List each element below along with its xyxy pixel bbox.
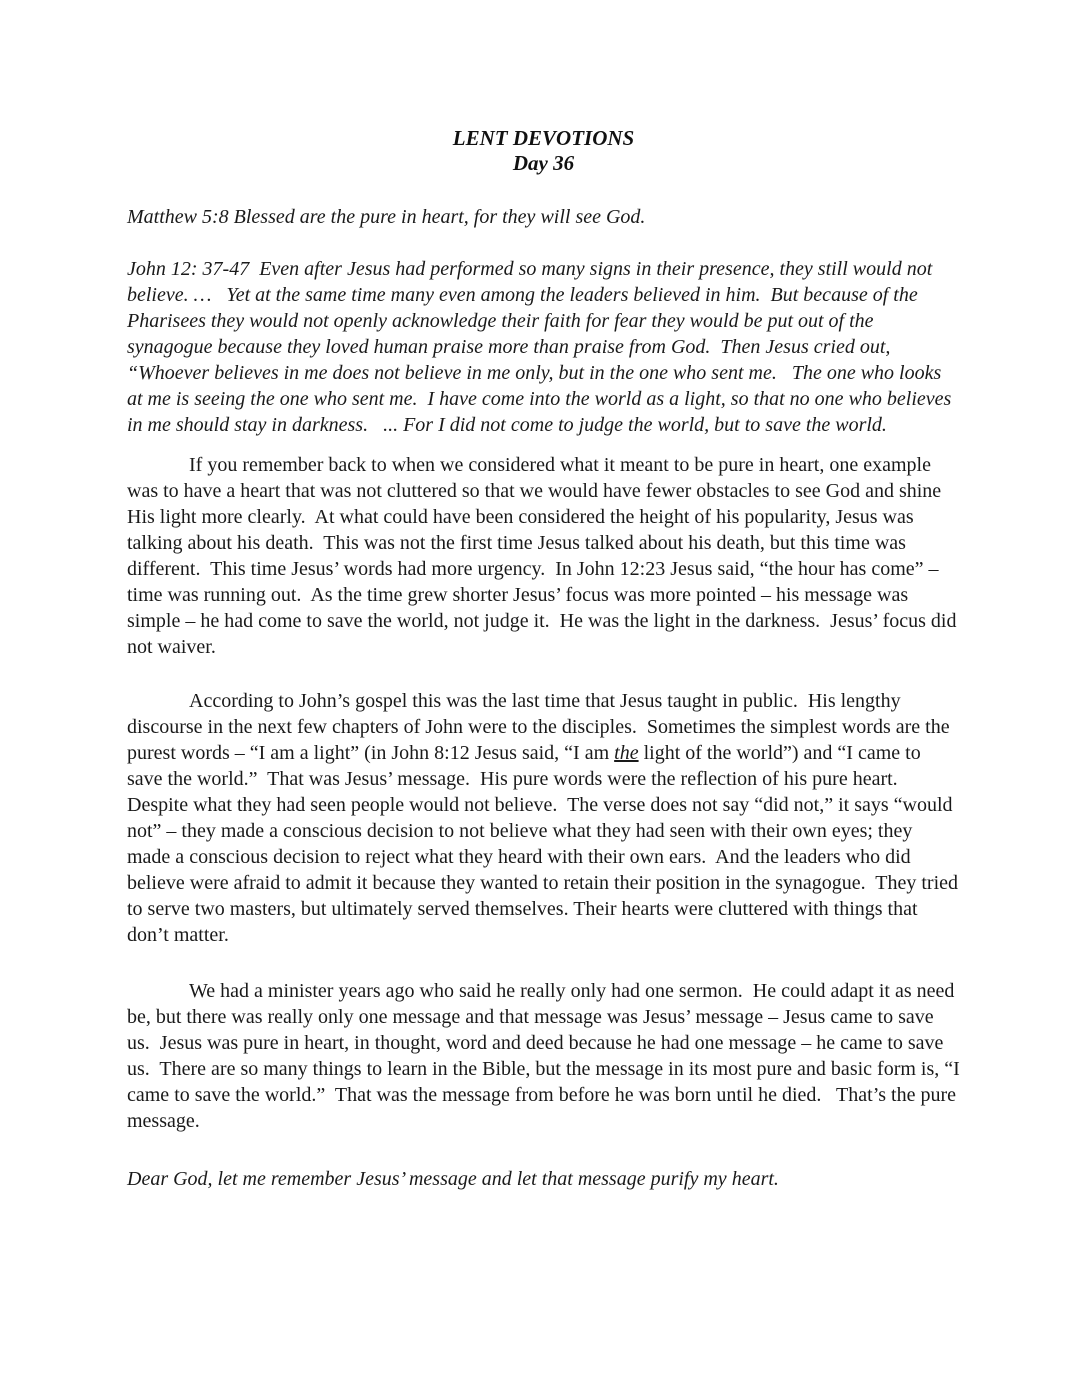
body-paragraph-2 bbox=[127, 688, 964, 948]
body-paragraph-1: If you remember back to when we considered what it meant to be pure in heart, one example was to have a heart that was not cluttered so that we would have fewer obstacles to see God and shine His light more clearly. At what could have been considered the height of his popularity, Jesus was talking about his death. This was not the first time Jesus talked about his death, but this time was different. This time Jesus’ words had more urgency. In John 12:23 Jesus said, “the hour has come” – time was running out. As the time grew shorter Jesus’ focus was more pointed – his message was simple – he had come to save the world, not judge it. He was the light in the darkness. Jesus’ focus did not waiver. bbox=[127, 454, 962, 658]
document-header bbox=[127, 126, 960, 176]
paragraph-2-text-after-underline: light of the world”) and “I came to save the world.” That was Jesus’ message. His pure words were the reflection of his pure heart. Despite what they had seen people would not believe. The verse does not say “did not,” it says “would not” – they made a conscious decision to not believe what they had seen with their own eyes; they made a conscious decision to reject what they heard with their own ears. And the leaders who did believe were afraid to admit it because they wanted to retain their position in the synagogue. They tried to serve two masters, but ultimately served themselves. Their hearts were cluttered with things that don’t matter. bbox=[127, 742, 964, 946]
scripture-verse-matthew: Matthew 5:8 Blessed are the pure in heart, for they will see God. bbox=[127, 206, 646, 228]
body-paragraph-3: We had a minister years ago who said he really only had one sermon. He could adapt it as need be, but there was really only one message and that message was Jesus’ message – Jesus came to save us. Jesus was pure in heart, in thought, word and deed because he had one message – he came to save us. There are so many things to learn in the Bible, but the message in its most pure and basic form is, “I came to save the world.” That was the message from before he was born until he died. That’s the pure message. bbox=[127, 980, 965, 1132]
document-title: LENT DEVOTIONS bbox=[452, 126, 635, 150]
paragraph-2-text-before-underline: According to John’s gospel this was the last time that Jesus taught in public. His lengthy discourse in the next few chapters of John were to the disciples. Sometimes the simplest words are the purest words – “I am a light” (in John 8:12 Jesus said, “I am bbox=[127, 690, 955, 764]
document-subtitle: Day 36 bbox=[512, 151, 575, 175]
closing-prayer: Dear God, let me remember Jesus’ message and let that message purify my heart. bbox=[127, 1168, 779, 1190]
scripture-passage-john: John 12: 37-47 Even after Jesus had performed so many signs in their presence, they still would not believe. … Yet at the same time many even among the leaders believed in him. But because of the Pharisees they would not openly acknowledge their faith for fear they would be put out of the synagogue because they loved human praise more than praise from God. Then Jesus cried out, “Whoever believes in me does not believe in me only, but in the one who sent me. The one who looks at me is seeing the one who sent me. I have come into the world as a light, so that no one who believes in me should stay in darkness. ... For I did not come to judge the world, but to save the world. bbox=[127, 258, 957, 436]
paragraph-2-underlined-word: the bbox=[614, 742, 639, 764]
